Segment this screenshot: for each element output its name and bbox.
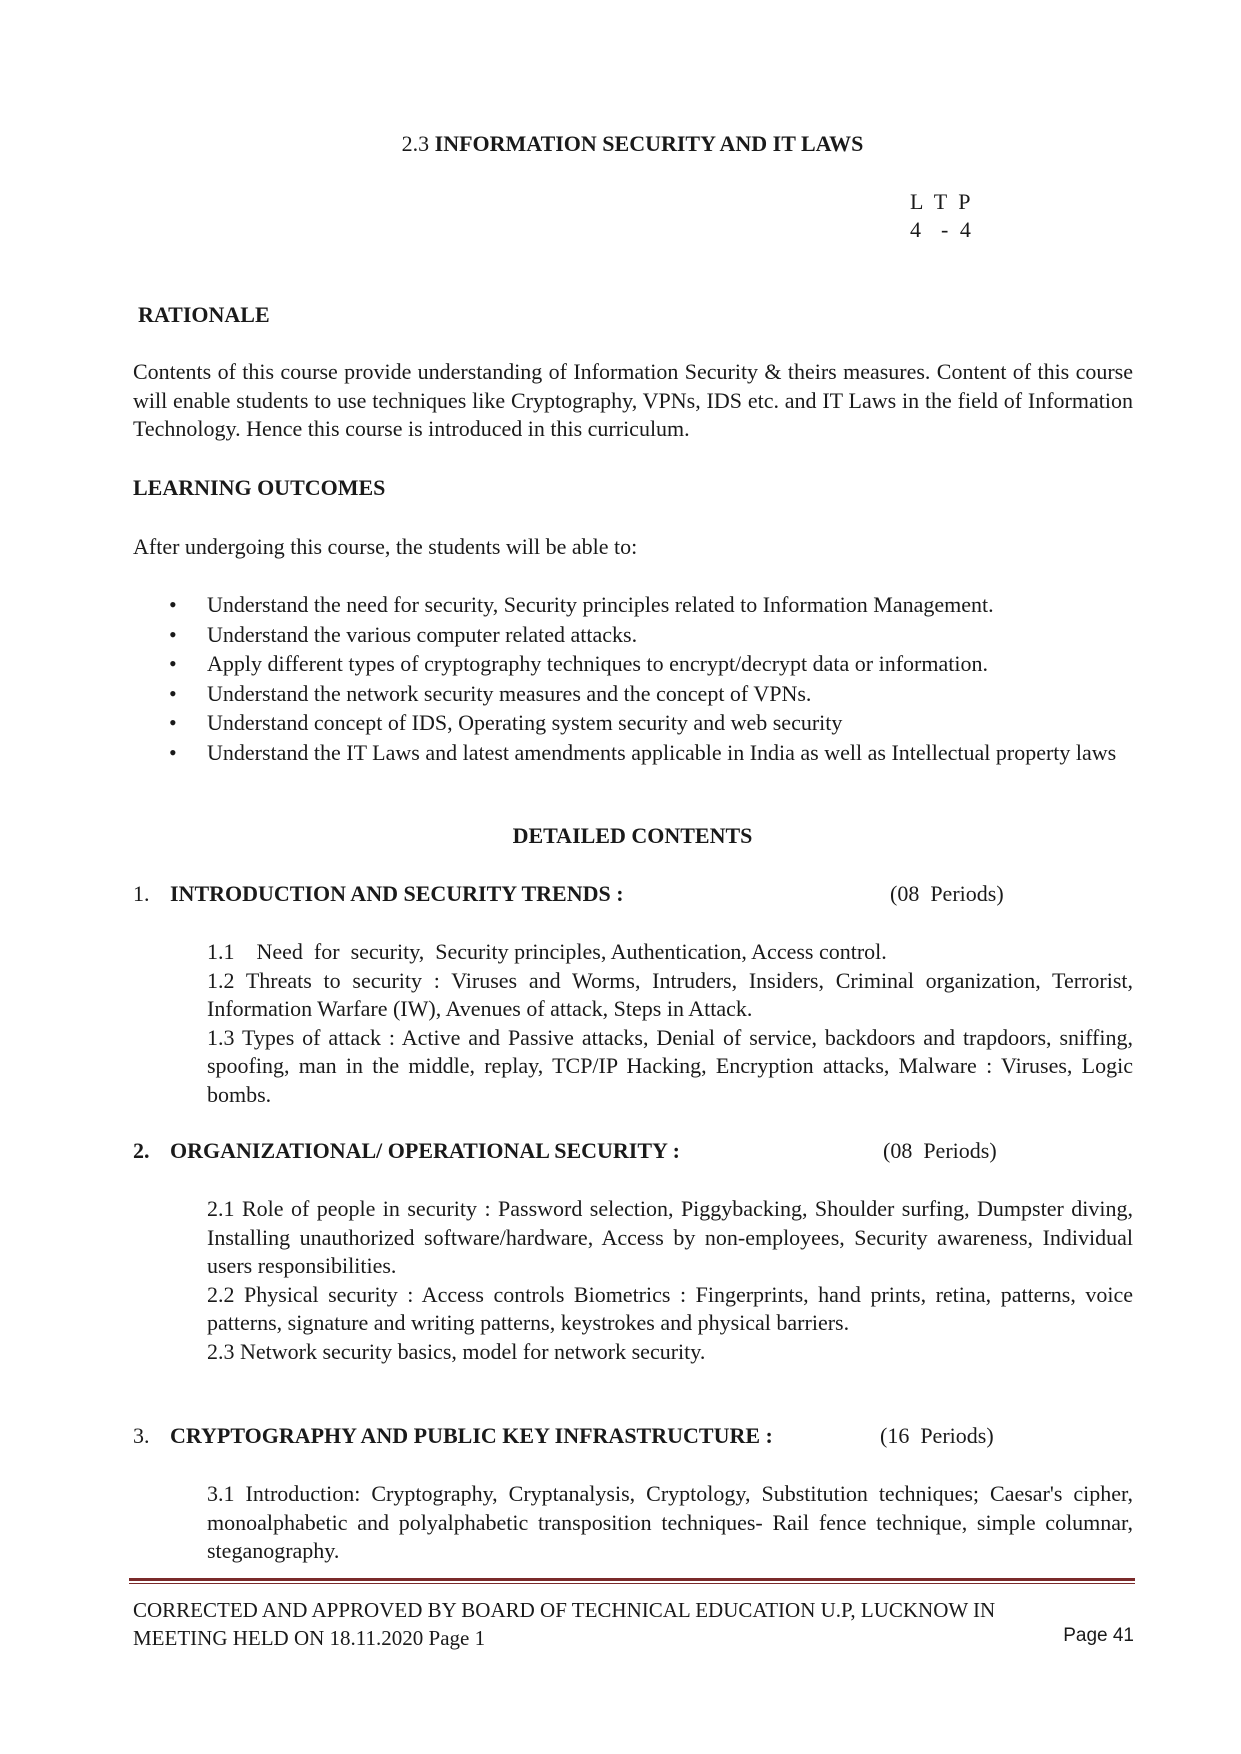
- list-item: [133, 738, 1133, 768]
- section-periods: (08 Periods): [883, 1138, 997, 1163]
- section-3-body: [207, 1480, 1133, 1566]
- section-number: 1.: [133, 881, 150, 906]
- section-periods: (16 Periods): [880, 1423, 994, 1448]
- page-number: Page 41: [1063, 1625, 1134, 1646]
- section-number: 3.: [133, 1423, 150, 1448]
- footer-text: [133, 1596, 1133, 1652]
- bullet-icon: •: [169, 710, 177, 735]
- footer-rule: [129, 1578, 1135, 1581]
- section-title: INTRODUCTION AND SECURITY TRENDS :: [170, 881, 624, 906]
- list-item: [133, 649, 1133, 679]
- rationale-heading: RATIONALE: [138, 302, 270, 327]
- subsection: 2.1 Role of people in security : Password selection, Piggybacking, Shoulder surfing, Dumpster diving, Installing unauthorized software/hardware, Access by non-employees, Security awareness, Individual users responsibilities.: [207, 1196, 1133, 1278]
- list-item-text: Understand concept of IDS, Operating system security and web security: [207, 710, 843, 735]
- list-item: [133, 590, 1133, 620]
- section-periods: (08 Periods): [890, 881, 1004, 906]
- learning-outcomes-heading: LEARNING OUTCOMES: [133, 475, 386, 500]
- subsection: 1.1 Need for security, Security principles, Authentication, Access control.: [207, 939, 887, 964]
- subsection: 3.1 Introduction: Cryptography, Cryptanalysis, Cryptology, Substitution techniques; Caesar's cipher, monoalphabetic and polyalphabetic transposition techniques- Rail fence technique, simple columnar, steganography.: [207, 1481, 1133, 1563]
- list-item-text: Understand the need for security, Security principles related to Information Management.: [207, 592, 994, 617]
- section-2-header: [133, 1138, 1133, 1168]
- subsection: 1.3 Types of attack : Active and Passive attacks, Denial of service, backdoors and trapdoors, sniffing, spoofing, man in the middle, replay, TCP/IP Hacking, Encryption attacks, Malware : Viruses, Logic bombs.: [207, 1024, 1133, 1107]
- section-title: ORGANIZATIONAL/ OPERATIONAL SECURITY :: [170, 1138, 680, 1163]
- course-number: 2.3: [401, 131, 430, 156]
- list-item-text: Understand the IT Laws and latest amendments applicable in India as well as Intellectual property laws: [207, 739, 1117, 765]
- section-1-header: [133, 881, 1133, 911]
- ltp-values: 4 - 4: [910, 217, 974, 242]
- bullet-icon: •: [169, 680, 177, 706]
- course-title-text: INFORMATION SECURITY AND IT LAWS: [434, 131, 864, 156]
- list-item-text: Apply different types of cryptography techniques to encrypt/decrypt data or information.: [207, 651, 988, 676]
- course-title: [0, 131, 1241, 157]
- footer-line-1: CORRECTED AND APPROVED BY BOARD OF TECHNICAL EDUCATION U.P, LUCKNOW IN: [133, 1598, 996, 1622]
- list-item: [133, 708, 1133, 738]
- section-3-header: [133, 1423, 1133, 1453]
- subsection: 1.2 Threats to security : Viruses and Worms, Intruders, Insiders, Criminal organization, Terrorist, Information Warfare (IW), Avenues of attack, Steps in Attack.: [207, 967, 1133, 1021]
- learning-outcomes-list: [133, 590, 1133, 767]
- subsection: 2.3 Network security basics, model for network security.: [207, 1338, 706, 1364]
- bullet-icon: •: [169, 739, 177, 765]
- learning-outcomes-intro: After undergoing this course, the students will be able to:: [133, 534, 638, 559]
- section-2-body: [207, 1195, 1133, 1366]
- subsection: 2.2 Physical security : Access controls Biometrics : Fingerprints, hand prints, retina, patterns, voice patterns, signature and writing patterns, keystrokes and physical barriers.: [207, 1281, 1133, 1335]
- bullet-icon: •: [169, 651, 177, 676]
- list-item-text: Understand the various computer related attacks.: [207, 621, 638, 647]
- ltp-header: L T P: [910, 189, 974, 214]
- list-item-text: Understand the network security measures and the concept of VPNs.: [207, 680, 812, 706]
- section-title: CRYPTOGRAPHY AND PUBLIC KEY INFRASTRUCTURE :: [170, 1423, 773, 1448]
- section-number: 2.: [133, 1138, 150, 1163]
- list-item: [133, 620, 1133, 650]
- footer-rule-thin: [129, 1583, 1135, 1584]
- section-1-body: [207, 938, 1133, 1109]
- footer-line-2: MEETING HELD ON 18.11.2020 Page 1: [133, 1626, 486, 1650]
- bullet-icon: •: [169, 621, 177, 647]
- rationale-text: Contents of this course provide understanding of Information Security & theirs measures. Content of this course will enable students to use techniques like Cryptography, VPNs, IDS etc. and IT Laws in the field of Information Technology. Hence this course is introduced in this curriculum.: [133, 359, 1133, 441]
- detailed-contents-heading: DETAILED CONTENTS: [512, 823, 753, 848]
- bullet-icon: •: [169, 592, 177, 617]
- list-item: [133, 679, 1133, 709]
